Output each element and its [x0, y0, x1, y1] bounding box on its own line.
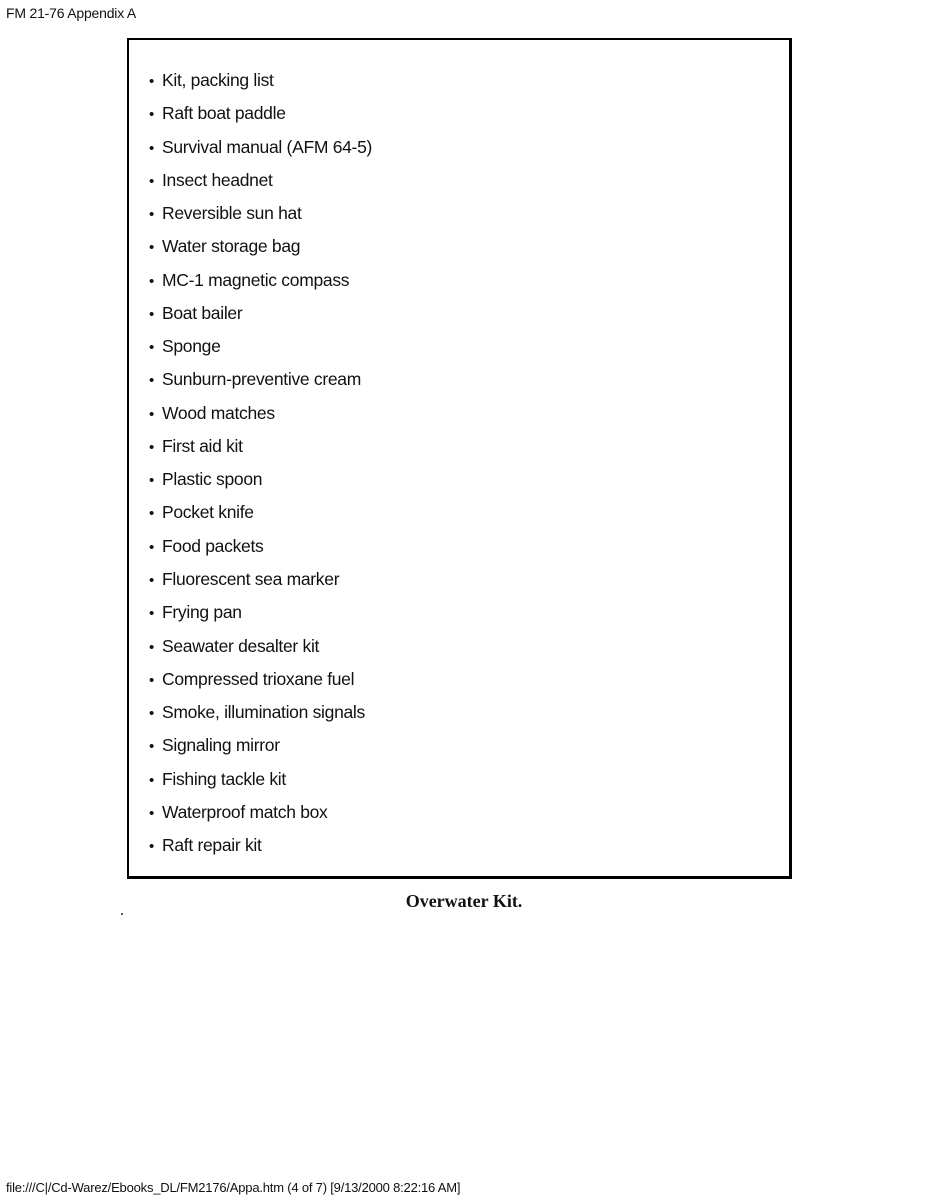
bullet-icon: •	[149, 73, 154, 90]
bullet-icon: •	[149, 705, 154, 723]
bullet-icon: •	[149, 605, 154, 623]
list-item	[149, 563, 372, 596]
list-item-text: Food packets	[162, 535, 264, 556]
bullet-icon: •	[149, 438, 154, 456]
list-item	[149, 530, 372, 563]
list-item	[149, 164, 372, 197]
list-item	[149, 729, 372, 762]
bullet-icon: •	[149, 172, 154, 190]
list-item-text: Seawater desalter kit	[162, 635, 320, 656]
bullet-icon: •	[149, 139, 154, 157]
list-item-text: Sponge	[162, 336, 221, 357]
scan-dot	[121, 913, 123, 915]
list-item-text: Waterproof match box	[162, 801, 328, 822]
bullet-icon: •	[149, 372, 154, 390]
list-item	[149, 663, 372, 696]
list-item	[149, 596, 372, 629]
bullet-icon: •	[149, 305, 154, 323]
bullet-icon: •	[149, 206, 154, 224]
list-item	[149, 264, 372, 297]
list-item	[149, 763, 372, 796]
bullet-icon: •	[149, 106, 154, 124]
list-item	[149, 430, 372, 463]
bullet-icon: •	[149, 638, 154, 656]
list-item-text: MC-1 magnetic compass	[162, 269, 350, 290]
list-item	[149, 230, 372, 263]
list-item	[149, 796, 372, 829]
list-item	[149, 297, 372, 330]
list-item	[149, 696, 372, 729]
list-item	[149, 463, 372, 496]
bullet-icon: •	[149, 405, 154, 423]
bullet-icon: •	[149, 838, 154, 856]
list-item	[149, 397, 372, 430]
bullet-icon: •	[149, 272, 154, 290]
bullet-icon: •	[149, 505, 154, 523]
bullet-icon: •	[149, 538, 154, 556]
bullet-icon: •	[149, 671, 154, 689]
bullet-icon: •	[149, 571, 154, 589]
list-item-text: Frying pan	[162, 602, 242, 623]
list-item	[149, 496, 372, 529]
bullet-icon: •	[149, 239, 154, 257]
list-item	[149, 363, 372, 396]
bullet-icon: •	[149, 339, 154, 357]
bullet-icon: •	[149, 738, 154, 756]
bullet-icon: •	[149, 771, 154, 789]
list-item	[149, 330, 372, 363]
print-footer-path: file:///C|/Cd-Warez/Ebooks_DL/FM2176/Appa.htm (4 of 7) [9/13/2000 8:22:16 AM]	[6, 1180, 461, 1195]
figure-caption-text: Overwater Kit.	[405, 891, 523, 911]
list-item-text: Kit, packing list	[162, 70, 274, 90]
list-item-text: Reversible sun hat	[162, 203, 302, 224]
list-item-text: Smoke, illumination signals	[162, 702, 365, 723]
list-item	[149, 131, 372, 164]
list-item-text: Fishing tackle kit	[162, 768, 286, 789]
list-item-text: Signaling mirror	[162, 735, 280, 756]
list-item-text: Compressed trioxane fuel	[162, 668, 355, 689]
list-item	[149, 630, 372, 663]
list-item-text: First aid kit	[162, 435, 243, 456]
list-item-text: Wood matches	[162, 402, 275, 423]
print-header-title: FM 21-76 Appendix A	[6, 5, 137, 21]
list-item-text: Raft boat paddle	[162, 103, 286, 124]
list-item	[149, 197, 372, 230]
kit-item-list	[149, 64, 372, 862]
figure-caption	[0, 891, 926, 912]
list-item-text: Raft repair kit	[162, 835, 262, 856]
kit-list-box	[127, 38, 792, 879]
list-item-text: Fluorescent sea marker	[162, 568, 340, 589]
list-item-text: Pocket knife	[162, 502, 254, 523]
list-item	[149, 97, 372, 130]
list-item-text: Sunburn-preventive cream	[162, 369, 362, 390]
list-item-text: Boat bailer	[162, 302, 243, 323]
list-item-text: Insect headnet	[162, 169, 273, 190]
list-item-text: Water storage bag	[162, 236, 301, 257]
bullet-icon: •	[149, 472, 154, 490]
bullet-icon: •	[149, 804, 154, 822]
list-item-text: Plastic spoon	[162, 469, 263, 490]
list-item	[149, 64, 372, 97]
list-item	[149, 829, 372, 862]
list-item-text: Survival manual (AFM 64-5)	[162, 136, 373, 157]
